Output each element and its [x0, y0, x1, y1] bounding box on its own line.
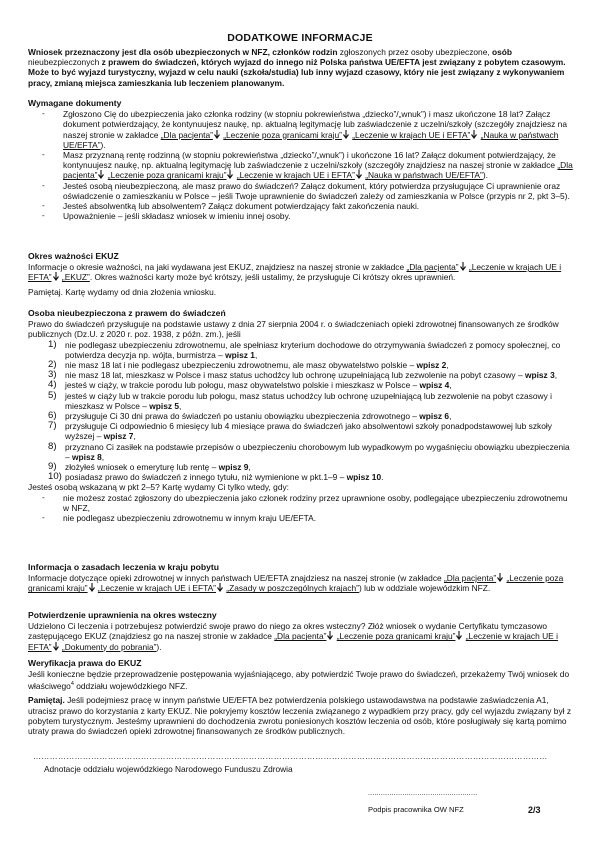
- arrow-down-icon: [327, 631, 333, 640]
- link-nauka-ue-efta[interactable]: „Nauka w państwach UE/EFTA”: [63, 129, 559, 150]
- punctuation: ,: [446, 360, 449, 371]
- link-dla-pacjenta[interactable]: „Dla pacjenta”: [274, 631, 327, 642]
- list-item: [42, 513, 573, 523]
- punctuation: ,: [248, 462, 251, 473]
- paragraph-text: Jeśli konieczne będzie przeprowadzenie postępowania wyjaśniającego, aby potwierdzić Twoje prawo do świadczeń, przekażemy Twój wniosek do właściwego: [28, 669, 570, 692]
- list-item-text: ).: [100, 139, 106, 150]
- list-item-text: przysługuje Ci 30 dni prawa do świadczeń po ustaniu obowiązku ubezpieczenia zdrowotnego –: [65, 411, 420, 422]
- dash-bullet-icon: -: [42, 492, 45, 502]
- list-item: [42, 109, 573, 150]
- section-treatment-rules: [28, 562, 573, 594]
- item-number: 9): [48, 461, 57, 473]
- section-required-documents: [28, 98, 573, 221]
- list-item-text: nie możesz zostać zgłoszony do ubezpieczenia jako członek rodziny przez uprawnione osoby, podlegające ubezpieczeniu zdrowotnemu w NFZ,: [63, 492, 568, 513]
- list-item: [48, 360, 573, 370]
- page-number: 2/3: [528, 805, 541, 815]
- link-ekuz[interactable]: „EKUZ”: [61, 272, 90, 283]
- arrow-down-icon: [497, 573, 503, 582]
- treatment-rules-paragraph: [28, 573, 573, 593]
- arrow-down-icon: [471, 130, 477, 139]
- entitlement-code: wpisz 6: [419, 411, 450, 422]
- item-number: 4): [48, 379, 57, 391]
- list-item: [42, 493, 573, 513]
- validity-note: Pamiętaj. Kartę wydamy od dnia złożenia wniosku.: [28, 286, 217, 297]
- list-item-text: przysługuje Ci odpowiednio 6 miesięcy lub 4 miesiące prawa do świadczeń jako absolwentowi szkoły ponadpodstawowej lub szkoły wyższej –: [65, 421, 552, 442]
- section-heading: Weryfikacja prawa do EKUZ: [28, 658, 142, 668]
- link-leczenie-ue-efta[interactable]: „Leczenie w krajach UE i EFTA”: [352, 129, 471, 140]
- arrow-down-icon: [460, 262, 466, 271]
- list-item-text: nie podlegasz ubezpieczeniu zdrowotnemu w innym kraju UE/EFTA.: [63, 513, 317, 524]
- item-number: 2): [48, 359, 57, 371]
- paragraph-text: Informacje dotyczące opieki zdrowotnej w innych państwach UE/EFTA znajdziesz na naszej stronie (w zakładce: [28, 573, 444, 584]
- section-heading: Potwierdzenie uprawnienia na okres wsteczny: [28, 610, 217, 620]
- section-heading: Okres ważności EKUZ: [28, 251, 119, 261]
- section-heading: Wymagane dokumenty: [28, 98, 122, 108]
- intro-text-1: zgłoszonych przez osoby ubezpieczone,: [337, 47, 493, 57]
- list-item-text: Masz przyznaną rentę rodzinną (w stopniu pokrewieństwa „dziecko”/„wnuk”) i ukończone 16 lat? Załącz dokument potwierdzający, że kontynuujesz naukę, np. aktualną legitymację lub zaświadczenie z uczelni/szkoły (szczegóły znajdziesz na naszej stronie w zakładce: [63, 150, 558, 171]
- paragraph-text: Jeśli podejmiesz pracę w innym państwie UE/EFTA bez potwierdzenia polskiego ustawodawstwa na podstawie zaświadczenia A1, utracisz prawo do korzystania z karty EKUZ. Nie pokryjemy kosztów leczenia związanego z wypadkiem przy pracy, gdy cel wyjazdu związany był z pobytem turystycznym. Jesteśmy uprawnieni do dochodzenia zwrotu poniesionych kosztów leczenia od osób, które posługiwały się kartą pomimo utraty prawa do świadczeń opieki zdrowotnej finansowanych ze środków publicznych.: [28, 695, 572, 737]
- punctuation: ,: [449, 380, 452, 391]
- dash-bullet-icon: -: [42, 180, 45, 190]
- paragraph-text: Udzielono Ci leczenia i potrzebujesz potwierdzić swoje prawo do niego za okres wsteczny? Złóż wniosek o wydanie Certyfikatu tymczasowo zastępującego EKUZ (znajdziesz go na naszej stronie w zakładce: [28, 621, 548, 642]
- dash-bullet-icon: -: [42, 109, 45, 119]
- section-heading: Osoba nieubezpieczona z prawem do świadczeń: [28, 308, 226, 318]
- list-item: [42, 201, 573, 211]
- verification-paragraph: [28, 669, 573, 691]
- list-item: [48, 472, 573, 482]
- punctuation: ,: [101, 451, 105, 462]
- punctuation: ,: [133, 431, 136, 442]
- list-item: [48, 421, 573, 441]
- footnote-ref: 4: [70, 681, 74, 688]
- arrow-down-icon: [343, 130, 349, 139]
- list-item-text: Upoważnienie – jeśli składasz wniosek w imieniu innej osoby.: [63, 211, 291, 222]
- list-item-text: jesteś w ciąży, w trakcie porodu lub połogu, masz obywatelstwo polskie i mieszkasz w Polsce –: [65, 380, 420, 391]
- list-item: [42, 181, 573, 201]
- required-documents-list: [28, 109, 573, 221]
- entitlement-code: wpisz 3: [524, 370, 555, 381]
- link-nauka-ue-efta[interactable]: „Nauka w państwach UE/EFTA”: [365, 170, 483, 181]
- punctuation: ,: [554, 370, 558, 381]
- annotation-dotted-line: ……………………………………………………………………………………………………………………………………………………………………: [33, 752, 548, 761]
- list-item: [48, 391, 573, 411]
- link-leczenie-ue-efta[interactable]: „Leczenie w krajach UE i EFTA”: [28, 631, 558, 652]
- dash-bullet-icon: -: [42, 150, 45, 160]
- list-item-text: posiadasz prawo do świadczeń z innego tytułu, niż wymienione w pkt.1–9 –: [65, 472, 347, 483]
- entitlement-code: wpisz 7: [103, 431, 134, 442]
- page-title: DODATKOWE INFORMACJE: [227, 32, 373, 44]
- list-item: [48, 380, 573, 390]
- paragraph-text: Informacje o okresie ważności, na jaki wydawana jest EKUZ, znajdziesz na naszej stronie w zakładce: [28, 262, 407, 273]
- punctuation: ,: [254, 349, 258, 360]
- section-validity: [28, 251, 573, 297]
- section-heading: Informacja o zasadach leczenia w kraju pobytu: [28, 562, 220, 572]
- list-item-text: nie podlegasz ubezpieczeniu zdrowotnemu, ale spełniasz kryterium dochodowe do otrzymywania świadczeń z pomocy społecznej, co potwierdza decyzja np. wójta, burmistrza –: [65, 339, 561, 360]
- intro-paragraph: [28, 47, 573, 88]
- entitlement-list: [28, 340, 573, 483]
- arrow-down-icon: [214, 130, 220, 139]
- list-item-text: Jesteś absolwentką lub absolwentem? Załącz dokument potwierdzający fakt zakończenia nauki.: [63, 201, 420, 212]
- verification-note: [28, 695, 573, 736]
- link-dla-pacjenta[interactable]: „Dla pacjenta”: [160, 129, 213, 140]
- list-item-text: ).: [482, 170, 488, 181]
- item-number: 5): [48, 389, 57, 401]
- arrow-down-icon: [89, 583, 95, 592]
- list-item-text: nie masz 18 lat i nie podlegasz ubezpieczeniu zdrowotnemu, ale masz obywatelstwo polskie –: [65, 360, 417, 371]
- item-number: 1): [48, 338, 57, 350]
- link-dokumenty-do-pobrania[interactable]: „Dokumenty do pobrania”: [61, 641, 157, 652]
- punctuation: ,: [449, 411, 452, 422]
- uninsured-intro: Prawo do świadczeń przysługuje na podstawie ustawy z dnia 27 sierpnia 2004 r. o świadczeniach opieki zdrowotnej finansowanych ze środków publicznych (Dz.U. z 2020 r. poz. 1938, z późn. zm.), jeśli: [28, 319, 559, 340]
- intro-bold-1: Wniosek przeznaczony jest dla osób ubezpieczonych w NFZ, członków rodzin: [28, 47, 338, 57]
- arrow-down-icon: [217, 583, 223, 592]
- arrow-down-icon: [53, 272, 59, 281]
- entitlement-code: wpisz 1: [225, 349, 255, 360]
- list-item-text: złożyłeś wniosek o emeryturę lub rentę –: [65, 462, 219, 473]
- list-item: [42, 211, 573, 221]
- paragraph-text: . Okres ważności karty może być krótszy, jeśli ustalimy, że przysługuje Ci krótszy okres uprawnień.: [89, 272, 456, 283]
- list-item-text: Jesteś osobą nieubezpieczoną, ale masz prawo do świadczeń? Załącz dokument, który potwierdza przysługujące Ci uprawnienie oraz oświadczenie o zamieszkaniu w Polsce – jeśli Twoje uprawnienie do świadczeń zależy od zamieszkania w Polsce (przypis nr 2, pkt 3–5).: [63, 180, 570, 201]
- annotation-label: Adnotacje oddziału wojewódzkiego Narodowego Funduszu Zdrowia: [44, 764, 293, 774]
- uninsured-condition-intro: Jesteś osobą wskazaną w pkt 2–5? Kartę wydamy Ci tylko wtedy, gdy:: [28, 482, 289, 493]
- paragraph-text: oddziału wojewódzkiego NFZ.: [73, 681, 188, 692]
- note-label: Pamiętaj.: [28, 695, 65, 706]
- list-item: [48, 462, 573, 472]
- condition-list: [28, 493, 573, 524]
- entitlement-code: wpisz 2: [416, 360, 447, 371]
- item-number: 8): [48, 440, 57, 452]
- punctuation: ,: [179, 400, 182, 411]
- link-dla-pacjenta[interactable]: „Dla pacjenta”: [444, 573, 497, 584]
- section-verification: [28, 658, 573, 736]
- dash-bullet-icon: -: [42, 201, 45, 211]
- link-leczenie-poza-granicami[interactable]: „Leczenie poza granicami kraju”: [28, 573, 564, 594]
- dash-bullet-icon: -: [42, 513, 45, 523]
- link-leczenie-poza-granicami[interactable]: „Leczenie poza granicami kraju”: [107, 170, 227, 181]
- arrow-down-icon: [53, 642, 59, 651]
- item-number: 7): [48, 420, 57, 432]
- link-leczenie-ue-efta[interactable]: „Leczenie w krajach UE i EFTA”: [236, 170, 355, 181]
- arrow-down-icon: [356, 170, 362, 179]
- entitlement-code: wpisz 4: [419, 380, 450, 391]
- list-item-text: przyznano Ci zasiłek na podstawie przepisów o ubezpieczeniu chorobowym lub wypadkowym po wygaśnięciu obowiązku ubezpieczenia –: [65, 441, 570, 462]
- link-zasady-w-krajach[interactable]: „Zasady w poszczególnych krajach”: [226, 583, 359, 594]
- list-item: [48, 411, 573, 421]
- retroactive-paragraph: [28, 621, 573, 652]
- list-item-text: jesteś w ciąży lub w trakcie porodu lub połogu, masz status uchodźcy lub ochronę uzupełniającą lub zezwolenie na pobyt czasowy i mieszkasz w Polsce –: [65, 390, 552, 411]
- link-dla-pacjenta[interactable]: „Dla pacjenta”: [406, 262, 459, 273]
- signature-dotted-line: ...................................................: [368, 790, 478, 797]
- list-item: [42, 150, 573, 181]
- paragraph-text: ) lub w oddziale wojewódzkim NFZ.: [358, 583, 491, 594]
- link-leczenie-poza-granicami[interactable]: „Leczenie poza granicami kraju”: [223, 129, 342, 140]
- section-uninsured: [28, 308, 573, 523]
- item-number: 10): [48, 471, 62, 483]
- section-retroactive: [28, 610, 573, 652]
- arrow-down-icon: [456, 631, 462, 640]
- entitlement-code: wpisz 5: [149, 400, 180, 411]
- punctuation: .: [381, 472, 384, 483]
- link-leczenie-ue-efta[interactable]: „Leczenie w krajach UE i EFTA”: [97, 583, 216, 594]
- item-number: 3): [48, 369, 57, 381]
- entitlement-code: wpisz 8: [72, 451, 102, 462]
- intro-bold-3: z prawem do świadczeń, których wyjazd do innego niż Polska państwa UE/EFTA jest związany z pobytem czasowym. Może to być wyjazd turystyczny, wyjazd w celu nauki (szkoła/studia) lub inny wyjazd czasowy, który nie jest związany z wykonywaniem pracy, zmianą miejsca zamieszkania lub leczeniem planowanym.: [28, 57, 566, 88]
- item-number: 6): [48, 410, 57, 422]
- entitlement-code: wpisz 10: [346, 472, 382, 483]
- list-item: [48, 340, 573, 360]
- link-leczenie-poza-granicami[interactable]: „Leczenie poza granicami kraju”: [336, 631, 456, 642]
- list-item: [48, 442, 573, 462]
- list-item: [48, 370, 573, 380]
- link-leczenie-ue-efta[interactable]: „Leczenie w krajach UE i EFTA”: [28, 262, 562, 283]
- arrow-down-icon: [227, 170, 233, 179]
- list-item-text: Zgłoszono Cię do ubezpieczenia jako członka rodziny (w stopniu pokrewieństwa „dziecko”/„wnuk”) i masz ukończone 18 lat? Załącz dokument potwierdzający, że kontynuujesz naukę, np. aktualną legitymację lub zaświadczenie z uczelni/szkoły (szczegóły znajdziesz na naszej stronie w zakładce: [63, 109, 567, 140]
- intro-text-2: nieubezpieczonych: [28, 57, 102, 68]
- list-item-text: nie masz 18 lat, mieszkasz w Polsce i masz status uchodźcy lub ochronę uzupełniającą lub zezwolenie na pobyt czasowy –: [65, 370, 525, 381]
- link-dla-pacjenta[interactable]: „Dla pacjenta”: [63, 160, 573, 181]
- paragraph-text: ).: [156, 641, 162, 652]
- intro-bold-2: osób: [492, 47, 513, 57]
- validity-paragraph: [28, 262, 573, 282]
- dash-bullet-icon: -: [42, 211, 45, 221]
- arrow-down-icon: [98, 170, 104, 179]
- signature-label: Podpis pracownika OW NFZ: [368, 805, 464, 814]
- entitlement-code: wpisz 9: [218, 462, 249, 473]
